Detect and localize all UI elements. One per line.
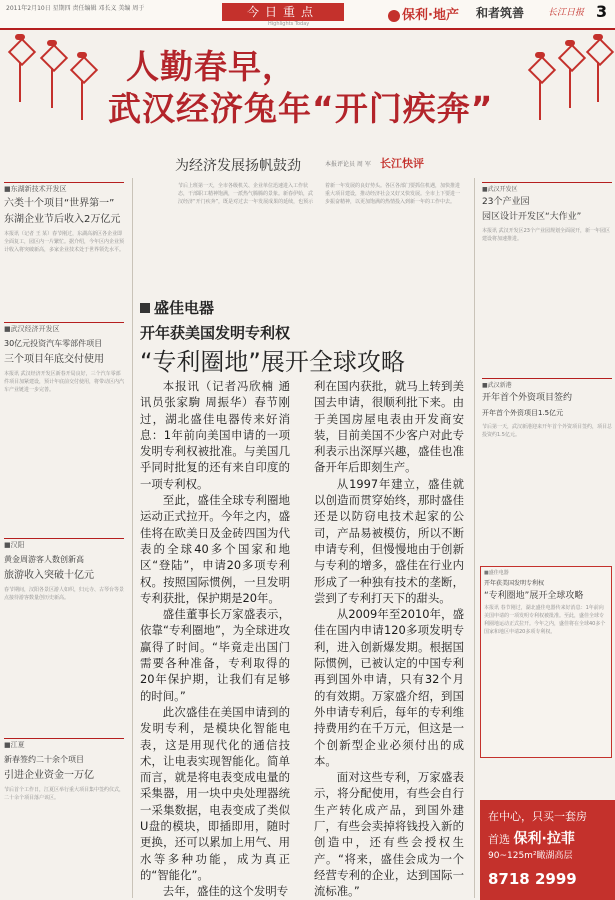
brand-logo-a (388, 4, 459, 23)
story-headline-a: 23个产业园 (482, 197, 530, 207)
ad-slogan: 在中心，只买一套房 (488, 810, 587, 823)
story-body: 春节期间，汉阳各景区游人如织，归元寺、古琴台等景点接待游客数量创历史新高。 (4, 587, 124, 601)
left-story-1 (4, 182, 124, 314)
article-column-2 (314, 378, 464, 898)
story-body: 本报讯 武汉经济开发区新春开局良好，三个汽车零部件项目加紧建设，预计年底前交付使用，将带动区内汽车产业链进一步完善。 (4, 371, 124, 393)
chinese-knot-icon (586, 34, 610, 104)
chinese-knot-icon (70, 52, 94, 122)
commentary-header (175, 155, 445, 179)
box-text: 本报讯 春节刚过，湖北盛佳电器传来好消息：1年前向美国申请的一项发明专利权被批准。至此，盛佳全球专利圈地运动正式拉开。今年之内，盛佳将在全球40多个国家和地区申请20多项专利权。 (484, 605, 606, 635)
commentary-author: 本报评论员 周 军 (325, 161, 371, 168)
article-paragraph: 本报讯（记者冯欣楠 通讯员张家駒 周振华）春节刚过，湖北盛佳电器传来好消息：1年前向美国申请的一项发明专利权被批准。与美国几乎同时批复的还有来自印度的一项专利权。 (140, 379, 290, 491)
left-story-2 (4, 322, 124, 520)
story-headline-b: 引进企业资金一万亿 (4, 770, 94, 781)
article-section-label: 盛佳电器 (140, 297, 240, 317)
story-tag: ■武汉开发区 (482, 182, 612, 193)
chinese-knot-icon (40, 40, 64, 110)
story-headline-a: 开年首个外资项目签约 (482, 393, 573, 403)
story-headline-b: 东湖企业节后收入2万亿元 (4, 214, 121, 225)
article-paragraph: 至此，盛佳全球专利圈地运动正式拉开。今年之内，盛佳将在欧美日及金砖四国为代表的全球40多个国家和地区“登陆”，申请20多项专利权。按照国际惯例，一旦发明专利获批，保护期是20年。 (140, 493, 290, 605)
chinese-knot-icon (558, 40, 582, 110)
related-article-box (480, 566, 612, 758)
hero-headline (108, 46, 548, 130)
hero-line-2: 武汉经济兔年“开门疾奔” (108, 89, 494, 128)
column-divider (132, 178, 133, 898)
brand-logo-b: 和者筑善 (476, 6, 525, 20)
brand-badge-icon (388, 10, 400, 22)
article-paragraph: 从1997年建立，盛佳就以创造而贯穿始终，那时盛佳还是以防窃电技术起家的公司，产品易被模仿，所以不断申请专利，但慢慢地由于创新与专利的增多，盛佳在行业内形成了一种独有技术的垄断，尝到了专利打天下的甜头。 (314, 476, 464, 605)
article-paragraph: 盛佳董事长万家盛表示，依靠“专利圈地”，为全球进攻赢得了时间。“毕竟走出国门需要各种准备，专利取得的20年保护期，让我们有足够的时间。” (140, 607, 290, 703)
section-subtitle: Highlights Today (268, 21, 310, 27)
story-headline-a: 六类十个项目“世界第一” (4, 198, 115, 209)
ad-brand-prefix: 首选 (488, 833, 510, 846)
story-headline-a: 新春签约二十余个项目 (4, 755, 84, 764)
left-story-4 (4, 738, 124, 896)
hero-line-1: 人勤春早， (126, 47, 296, 86)
chinese-knot-icon (8, 34, 32, 104)
section-title: 今日重点 (222, 3, 344, 21)
story-tag: ■江夏 (4, 738, 124, 750)
article-paragraph: 此次盛佳在美国申请到的发明专利，是模块化智能电表，这是用现代化的通信技术，让电表实现智能化。简单而言，就是将电表变成电量的采集器，用一块中央处理器统一采集数据，电表变成了类似U盘的模块，即插即用，随时更换，还可以累加上用气、用水等多种功能，成为真正的“智能化”。 (140, 704, 290, 882)
article-paragraph: 从2009年至2010年，盛佳在国内申请120多项发明专利，进入创新爆发期。根据国际惯例，已被认定的中国专利再到国外申请，只有32个月的有效期。万家盛介绍，到国外申请专利后，每年的专利维持费用约在千万元，但这是一个创新型企业必须付出的成本。 (314, 607, 464, 768)
right-story-1 (482, 182, 612, 337)
story-headline-a: 黄金周游客人数创新高 (4, 555, 84, 564)
story-body: 本报讯 武汉开发区23个产业园规划全面展开，新一年园区建设将加速推进。 (482, 228, 610, 242)
commentary-title: 为经济发展扬帆鼓劲 (175, 158, 301, 174)
right-story-2 (482, 378, 612, 543)
story-headline-b: 三个项目年底交付使用 (4, 354, 104, 365)
story-body: 节后首个工作日，江夏区举行重大项目集中签约仪式，二十余个项目落户该区。 (4, 787, 124, 801)
commentary-text: 节后上班第一天，全市各级机关、企业单位迅速进入工作状态，干部职工精神饱满，一派热气腾腾的景象。新春伊始，武汉经济“开门疾奔”，既是对过去一年发展成果的延续，也预示着新一年发展的良好势头。各区各部门要抓住机遇，加快推进重大项目建设，推动经济社会又好又快发展。全市上下要进一步振奋精神，以更加饱满的热情投入到新一年的工作中去。 (178, 183, 461, 205)
column-divider (474, 178, 475, 898)
ad-phone: 8718 2999 (488, 870, 577, 888)
article-paragraph: 利在国内获批，就马上转到美国去申请，很顺利批下来。由于美国房屋电表由开发商安装，目前美国不少客户对此专利表示出深厚兴趣，盛佳也准备开年后即刻生产。 (314, 379, 464, 475)
story-body: 本报讯（记者 王 某）春节刚过，东湖高新区各企业即全面复工，园区内一片繁忙。据介绍，今年区内企业预计收入将突破新高，多家企业技术处于世界领先水平。 (4, 231, 124, 253)
story-headline-a: 30亿元投资汽车零部件项目 (4, 339, 103, 348)
real-estate-ad[interactable] (480, 800, 615, 900)
story-tag: ■武汉新港 (482, 378, 612, 389)
left-story-3 (4, 538, 124, 716)
article-column-1 (140, 378, 290, 898)
story-headline-b: 园区设计开发区“大作业” (482, 212, 582, 222)
box-subtitle: 开年获美国发明专利权 (484, 580, 545, 587)
story-headline-b: 旅游收入突破十亿元 (4, 570, 94, 581)
story-body: 节后第一天，武汉新港迎来开年首个外资项目签约，项目总投资约1.5亿元。 (482, 424, 612, 438)
page-number: 3 (596, 2, 608, 21)
box-tag: ■盛佳电器 (484, 570, 509, 576)
commentary-badge: 长江快评 (380, 157, 424, 170)
article-paragraph: 去年，盛佳的这个发明专 (162, 884, 289, 898)
story-tag: ■汉阳 (4, 538, 124, 550)
story-tag: ■武汉经济开发区 (4, 322, 124, 334)
article-paragraph: 面对这些专利，万家盛表示，将分配使用，有些会自行生产转化成产品，到国外建厂，有些会卖掉将钱投入新的创造中，还有些会授权生产。“将来，盛佳会成为一个经营专利的企业，达到国际一流标准。” (314, 770, 464, 898)
brand-a-label: 保利·地产 (402, 8, 459, 23)
ad-product: 90~125m²瞰湖高层 (488, 851, 573, 861)
newspaper-name: 长江日报 (548, 8, 585, 18)
issue-date: 2011年2月10日 星期四 责任编辑 邓长义 美编 周于 (6, 5, 145, 12)
box-title: “专利圈地”展开全球攻略 (484, 591, 584, 601)
story-tag: ■东湖新技术开发区 (4, 182, 124, 194)
story-headline-b: 开年首个外资项目1.5亿元 (482, 409, 564, 417)
ad-brand-name: 保利·拉菲 (513, 831, 575, 847)
article-subtitle: 开年获美国发明专利权 (140, 324, 291, 342)
page-header (0, 0, 615, 30)
article-title: “专利圈地”展开全球攻略 (140, 348, 405, 376)
ad-brand (488, 828, 575, 848)
